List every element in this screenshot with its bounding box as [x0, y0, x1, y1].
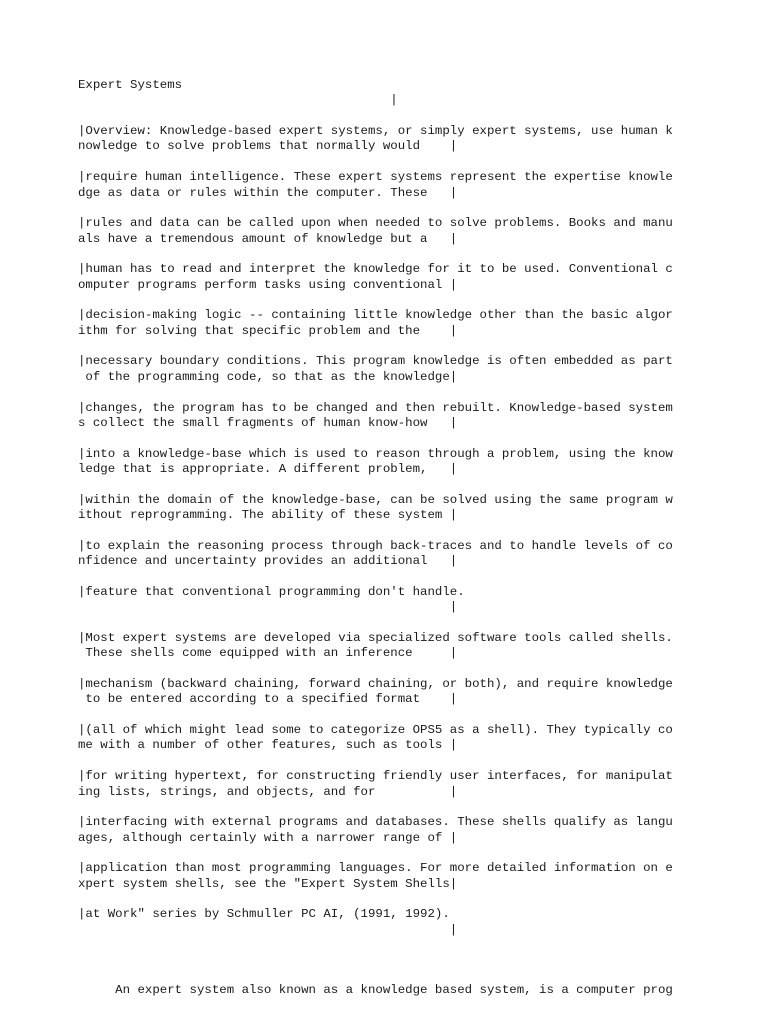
closing-line: An expert system also known as a knowledge based system, is a computer prog	[78, 983, 673, 998]
paragraph	[78, 354, 758, 385]
paragraph-line: |at Work" series by Schmuller PC AI, (1991, 1992).	[78, 907, 450, 922]
paragraph	[78, 769, 758, 800]
document-title: Expert Systems	[78, 78, 183, 92]
paragraph	[78, 216, 758, 247]
paragraph	[78, 493, 758, 524]
paragraph-line: nowledge to solve problems that normally would |	[78, 139, 458, 154]
paragraph-line: |(all of which might lead some to categorize OPS5 as a shell). They typically co	[78, 723, 673, 738]
paragraph-line: |human has to read and interpret the knowledge for it to be used. Conventional c	[78, 262, 673, 277]
paragraph-line: |	[78, 922, 458, 937]
paragraph	[78, 631, 758, 662]
paragraph-line: |Overview: Knowledge-based expert systems, or simply expert systems, use human k	[78, 124, 673, 139]
paragraph	[78, 677, 758, 708]
paragraph	[78, 815, 758, 846]
paragraph-line: |to explain the reasoning process through back-traces and to handle levels of co	[78, 538, 673, 553]
paragraph-line: |necessary boundary conditions. This program knowledge is often embedded as part	[78, 354, 673, 369]
paragraph	[78, 907, 758, 938]
paragraph-line: omputer programs perform tasks using conventional |	[78, 277, 458, 292]
paragraph-line: ages, although certainly with a narrower range of |	[78, 830, 458, 845]
paragraph-line: ledge that is appropriate. A different problem, |	[78, 462, 458, 477]
paragraph-line: dge as data or rules within the computer. These |	[78, 185, 458, 200]
section-gap	[78, 953, 758, 983]
paragraph-line: |application than most programming languages. For more detailed information on e	[78, 861, 673, 876]
paragraph	[78, 170, 758, 201]
paragraph-line: |within the domain of the knowledge-base, can be solved using the same program w	[78, 492, 673, 507]
paragraph-line: |rules and data can be called upon when needed to solve problems. Books and manu	[78, 216, 673, 231]
paragraph-line: ithm for solving that specific problem and the |	[78, 323, 458, 338]
paragraph	[78, 539, 758, 570]
paragraph-line: |mechanism (backward chaining, forward chaining, or both), and require knowledge	[78, 677, 673, 692]
paragraph-line: |require human intelligence. These expert systems represent the expertise knowle	[78, 170, 673, 185]
paragraph-line: |feature that conventional programming don't handle.	[78, 584, 465, 599]
paragraph	[78, 447, 758, 478]
paragraph	[78, 124, 758, 155]
paragraph-line: als have a tremendous amount of knowledge but a |	[78, 231, 458, 246]
paragraph-line: These shells come equipped with an inference |	[78, 646, 458, 661]
title-trail: |	[78, 93, 398, 108]
paragraph-line: nfidence and uncertainty provides an additional |	[78, 554, 458, 569]
paragraph-line: |	[78, 600, 458, 615]
paragraph-line: ithout reprogramming. The ability of these system |	[78, 508, 458, 523]
paragraph	[78, 861, 758, 892]
paragraph-line: |into a knowledge-base which is used to reason through a problem, using the know	[78, 446, 673, 461]
paragraph-line: of the programming code, so that as the knowledge|	[78, 369, 458, 384]
paragraph	[78, 308, 758, 339]
paragraph-line: |Most expert systems are developed via specialized software tools called shells.	[78, 630, 673, 645]
paragraph-line: to be entered according to a specified format |	[78, 692, 458, 707]
paragraph-line: |changes, the program has to be changed and then rebuilt. Knowledge-based system	[78, 400, 673, 415]
document-page	[78, 78, 758, 999]
paragraph-line: xpert system shells, see the "Expert System Shells|	[78, 876, 458, 891]
paragraph-line: |decision-making logic -- containing little knowledge other than the basic algor	[78, 308, 673, 323]
paragraph-list	[78, 124, 758, 938]
paragraph	[78, 401, 758, 432]
paragraph-line: |for writing hypertext, for constructing friendly user interfaces, for manipulat	[78, 769, 673, 784]
paragraph	[78, 723, 758, 754]
paragraph-line: ing lists, strings, and objects, and for |	[78, 784, 458, 799]
paragraph-line: me with a number of other features, such as tools |	[78, 738, 458, 753]
paragraph-line: s collect the small fragments of human know-how |	[78, 415, 458, 430]
paragraph	[78, 262, 758, 293]
paragraph-line: |interfacing with external programs and databases. These shells qualify as langu	[78, 815, 673, 830]
paragraph	[78, 585, 758, 616]
